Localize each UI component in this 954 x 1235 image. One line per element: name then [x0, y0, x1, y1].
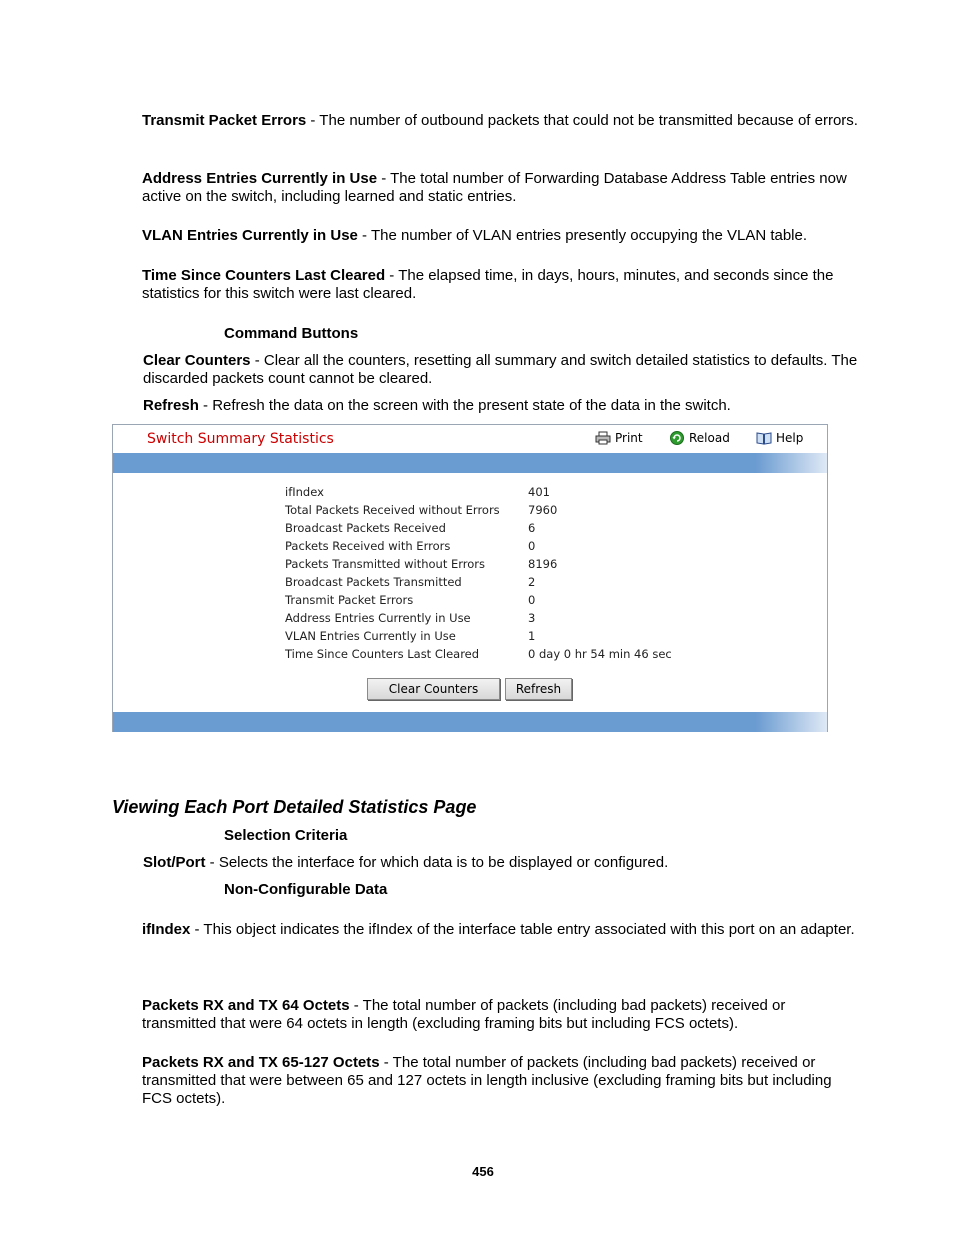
switch-summary-statistics-panel: [112, 424, 828, 732]
desc-time-since-cleared: Time Since Counters Last Cleared - The elapsed time, in days, hours, minutes, and seconds since the statistics for this switch were last cleared.: [142, 267, 834, 302]
section-heading: Viewing Each Port Detailed Statistics Page: [112, 797, 477, 817]
term: Time Since Counters Last Cleared: [142, 267, 386, 284]
table-row: VLAN Entries Currently in Use 1: [285, 629, 536, 643]
term: Clear Counters: [143, 352, 251, 369]
term: Address Entries Currently in Use: [142, 170, 378, 187]
table-row: Address Entries Currently in Use 3: [285, 611, 536, 625]
table-row: Packets Transmitted without Errors 8196: [285, 557, 558, 571]
term: ifIndex: [142, 921, 191, 938]
desc-clear-counters: Clear Counters - Clear all the counters, resetting all summary and switch detailed statistics to defaults. The discarded packets count cannot be cleared.: [143, 352, 858, 387]
desc-packets-65-127: Packets RX and TX 65-127 Octets - The total number of packets (including bad packets) received or transmitted that were between 65 and 127 octets in length inclusive (excluding framing bits but including FCS octets).: [142, 1054, 832, 1107]
stats-table: [285, 483, 678, 663]
selection-criteria-heading: Selection Criteria: [224, 827, 348, 844]
term: Packets RX and TX 65-127 Octets: [142, 1054, 380, 1071]
refresh-button[interactable]: Refresh: [505, 678, 572, 700]
reload-button[interactable]: Reload: [669, 431, 730, 445]
desc-transmit-packet-errors: Transmit Packet Errors - The number of outbound packets that could not be transmitted because of errors.: [142, 112, 858, 129]
table-row: Time Since Counters Last Cleared 0 day 0 hr 54 min 46 sec: [285, 647, 672, 661]
desc-address-entries: Address Entries Currently in Use - The total number of Forwarding Database Address Table entries now active on the switch, including learned and static entries.: [142, 170, 847, 205]
table-row: Broadcast Packets Transmitted 2: [285, 575, 536, 589]
desc-slot-port: Slot/Port - Selects the interface for which data is to be displayed or configured.: [143, 854, 669, 871]
book-icon: [756, 431, 772, 445]
help-button[interactable]: Help: [756, 431, 803, 445]
term: Slot/Port: [143, 854, 206, 871]
footer-bar: [113, 712, 827, 732]
panel-title: Switch Summary Statistics: [147, 431, 334, 447]
header-bar: [113, 453, 827, 473]
page-number: 456: [472, 1164, 494, 1179]
desc-refresh: Refresh - Refresh the data on the screen with the present state of the data in the switch.: [143, 397, 731, 414]
term: Packets RX and TX 64 Octets: [142, 997, 350, 1014]
reload-icon: [669, 431, 685, 445]
table-row: Packets Received with Errors 0: [285, 539, 536, 553]
table-row: Transmit Packet Errors 0: [285, 593, 536, 607]
term: VLAN Entries Currently in Use: [142, 227, 358, 244]
term: Refresh: [143, 397, 199, 414]
printer-icon: [595, 431, 611, 445]
term: Transmit Packet Errors: [142, 112, 307, 129]
table-row: ifIndex 401: [285, 485, 550, 499]
table-row: Total Packets Received without Errors 7960: [285, 503, 558, 517]
clear-counters-button[interactable]: Clear Counters: [367, 678, 500, 700]
desc-vlan-entries: VLAN Entries Currently in Use - The number of VLAN entries presently occupying the VLAN table.: [142, 227, 808, 244]
print-button[interactable]: Print: [595, 431, 643, 445]
desc-ifindex: ifIndex - This object indicates the ifIndex of the interface table entry associated with this port on an adapter.: [142, 921, 855, 938]
table-row: Broadcast Packets Received 6: [285, 521, 536, 535]
non-configurable-heading: Non-Configurable Data: [224, 881, 388, 898]
command-buttons-heading: Command Buttons: [224, 325, 359, 342]
desc-packets-64: Packets RX and TX 64 Octets - The total number of packets (including bad packets) received or transmitted that were 64 octets in length (excluding framing bits but including FCS octets).: [142, 997, 786, 1032]
